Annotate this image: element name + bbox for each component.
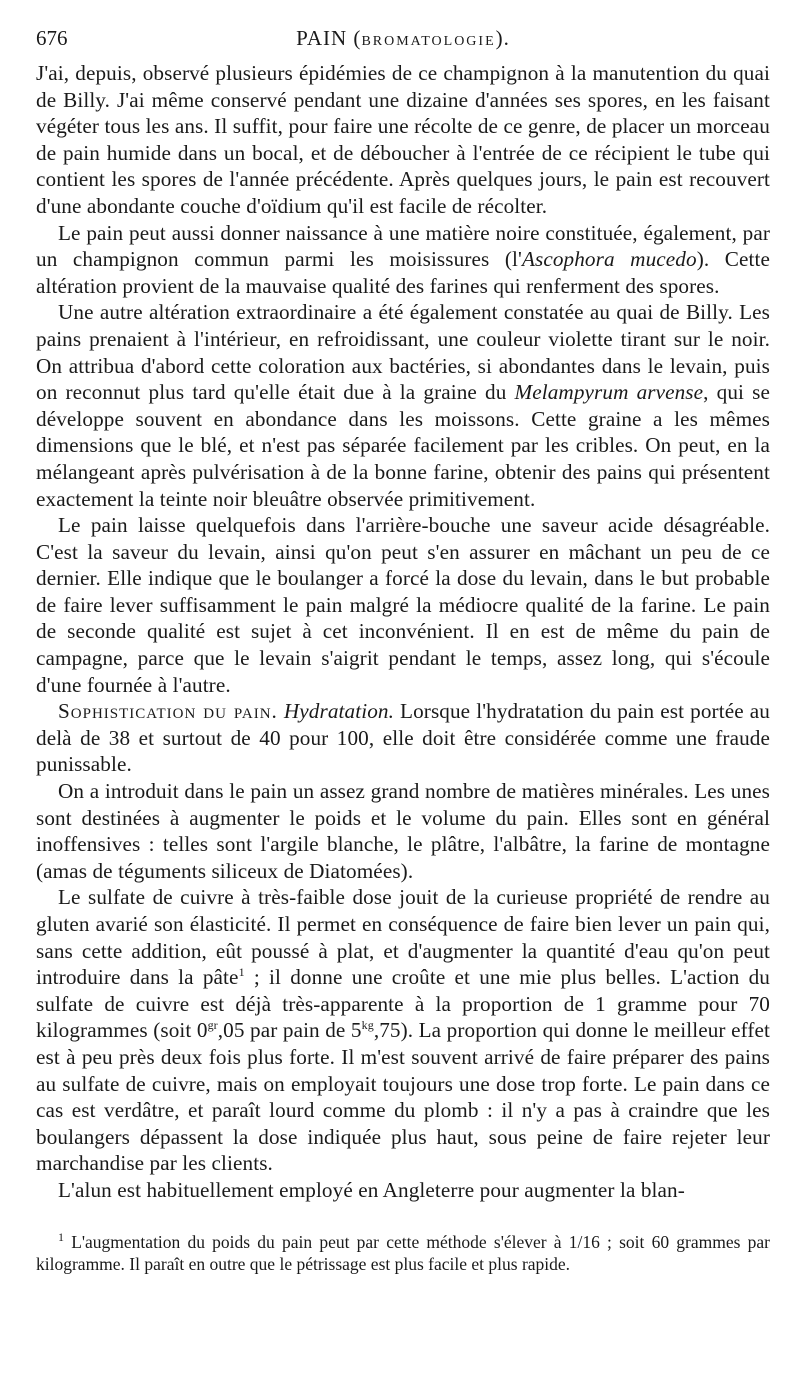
text-run: ,05 par pain de 5 — [217, 1018, 362, 1043]
running-title — [36, 26, 770, 51]
text-run: On a introduit dans le pain un assez grand nombre de matières minérales. Les unes sont destinées à augmenter le poids et le volume du pain. Elles sont en général inoffensives : telles sont l'argile blanche, le plâtre, l'albâtre, la farine de montagne (amas de téguments siliceux de Diatomées). — [36, 779, 770, 883]
italic-text: Hydratation. — [283, 699, 394, 724]
text-run: Lorsque l'hydratation du pain est portée au delà de 38 et surtout de 40 pour 100, elle doit être considérée comme une fraude punissable. — [36, 699, 770, 777]
paragraph — [36, 778, 770, 884]
paragraph — [36, 220, 770, 300]
text-run: Une autre altération extraordinaire a été également constatée au quai de Billy. Les pains prenaient à l'intérieur, en refroidissant, une couleur violette tirant sur le noir. On attribua d'abord cette coloration aux bactéries, si abondantes dans le levain, puis on reconnut plus tard qu'elle était due à la graine du — [36, 300, 770, 405]
footnote — [36, 1231, 770, 1275]
text-run: Le pain laisse quelquefois dans l'arrière-bouche une saveur acide désagréable. C'est la saveur du levain, ainsi qu'on peut s'en assurer en mâchant un peu de ce dernier. Elle indique que le boulanger a forcé la dose du levain, dans le but probable de faire lever suffisamment le pain malgré la médiocre qualité de la farine. Le pain de seconde qualité est sujet à cet inconvénient. Il en est de même du pain de campagne, parce que le levain s'aigrit pendant le temps, assez long, qui s'écoule d'une fournée à l'autre. — [36, 513, 770, 697]
section-label: Sophistication du pain. — [58, 699, 278, 724]
superscript: kg — [361, 1018, 374, 1033]
superscript: 1 — [238, 965, 245, 980]
running-title-main: PAIN ( — [296, 26, 362, 50]
text-run: ; il donne une croûte et une mie plus belles. L'action du sulfate de cuivre est déjà très-apparente à la proportion de 1 gramme pour 70 kilogrammes (soit 0 — [36, 965, 770, 1043]
italic-text: Melampyrum arvense — [514, 380, 704, 405]
text-run: L'alun est habituellement employé en Angleterre pour augmenter la blan- — [58, 1177, 685, 1202]
paragraph — [36, 1177, 770, 1204]
running-title-subject: BROMATOLOGIE — [361, 34, 496, 49]
paragraph — [36, 512, 770, 698]
text-run: , qui se développe souvent en abondance dans les moissons. Cette graine a les mêmes dimensions que le blé, et n'est pas séparée facilement par les cribles. On peut, en la mélangeant après pulvérisation à de la bonne farine, obtenir des pains qui présentent exactement la teinte noir bleuâtre observée primitivement. — [36, 380, 770, 511]
text-run: ,75). La proportion qui donne le meilleur effet est à peu près deux fois plus forte. Il m'est souvent arrivé de faire préparer des pains au sulfate de cuivre, mais on employait toujours une dose trop forte. Le pain dans ce cas est verdâtre, et paraît lourd comme du plomb : il n'y a pas à craindre que les boulangers dépassent la dose indiquée plus haut, sous peine de faire rejeter leur marchandise par les clients. — [36, 1018, 770, 1176]
footnote-spacer — [36, 1204, 770, 1231]
text-run: Le pain peut aussi donner naissance à une matière noire constituée, également, par un champignon commun parmi les moisissures (l' — [36, 220, 770, 272]
paragraph — [36, 60, 770, 220]
running-title-close: ). — [495, 26, 510, 50]
body-text — [36, 60, 770, 1204]
italic-text: Ascophora mucedo — [521, 247, 697, 272]
footnote-text: L'augmentation du poids du pain peut par cette méthode s'élever à 1/16 ; soit 60 grammes par kilogramme. Il paraît en outre que le pétrissage est plus facile et plus rapide. — [36, 1231, 770, 1274]
paragraph — [36, 299, 770, 512]
paragraph — [36, 698, 770, 778]
text-run: Le sulfate de cuivre à très-faible dose jouit de la curieuse propriété de rendre au gluten avarié son élasticité. Il permet en conséquence de faire bien lever un pain qui, sans cette addition, eût poussé à plat, et d'augmenter la quantité d'eau qu'on peut introduire dans la pâte — [36, 885, 770, 990]
page-number: 676 — [36, 26, 68, 50]
footnotes — [36, 1231, 770, 1275]
text-run: J'ai, depuis, observé plusieurs épidémies de ce champignon à la manutention du quai de Billy. J'ai même conservé pendant une dizaine d'années ses spores, en les faisant végéter tous les ans. Il suffit, pour faire une récolte de ce genre, de placer un morceau de pain humide dans un bocal, et de déboucher à l'entrée de ce récipient le tube qui contient les spores de l'année précédente. Après quelques jours, le pain est recouvert d'une abondante couche d'oïdium qu'il est facile de récolter. — [36, 61, 770, 218]
page — [36, 26, 770, 1275]
footnote-marker: 1 — [58, 1229, 64, 1244]
superscript: gr — [207, 1018, 218, 1033]
running-header — [36, 26, 770, 60]
text-run: ). Cette altération provient de la mauvaise qualité des farines qui renferment des spores. — [36, 247, 770, 298]
paragraph — [36, 884, 770, 1177]
